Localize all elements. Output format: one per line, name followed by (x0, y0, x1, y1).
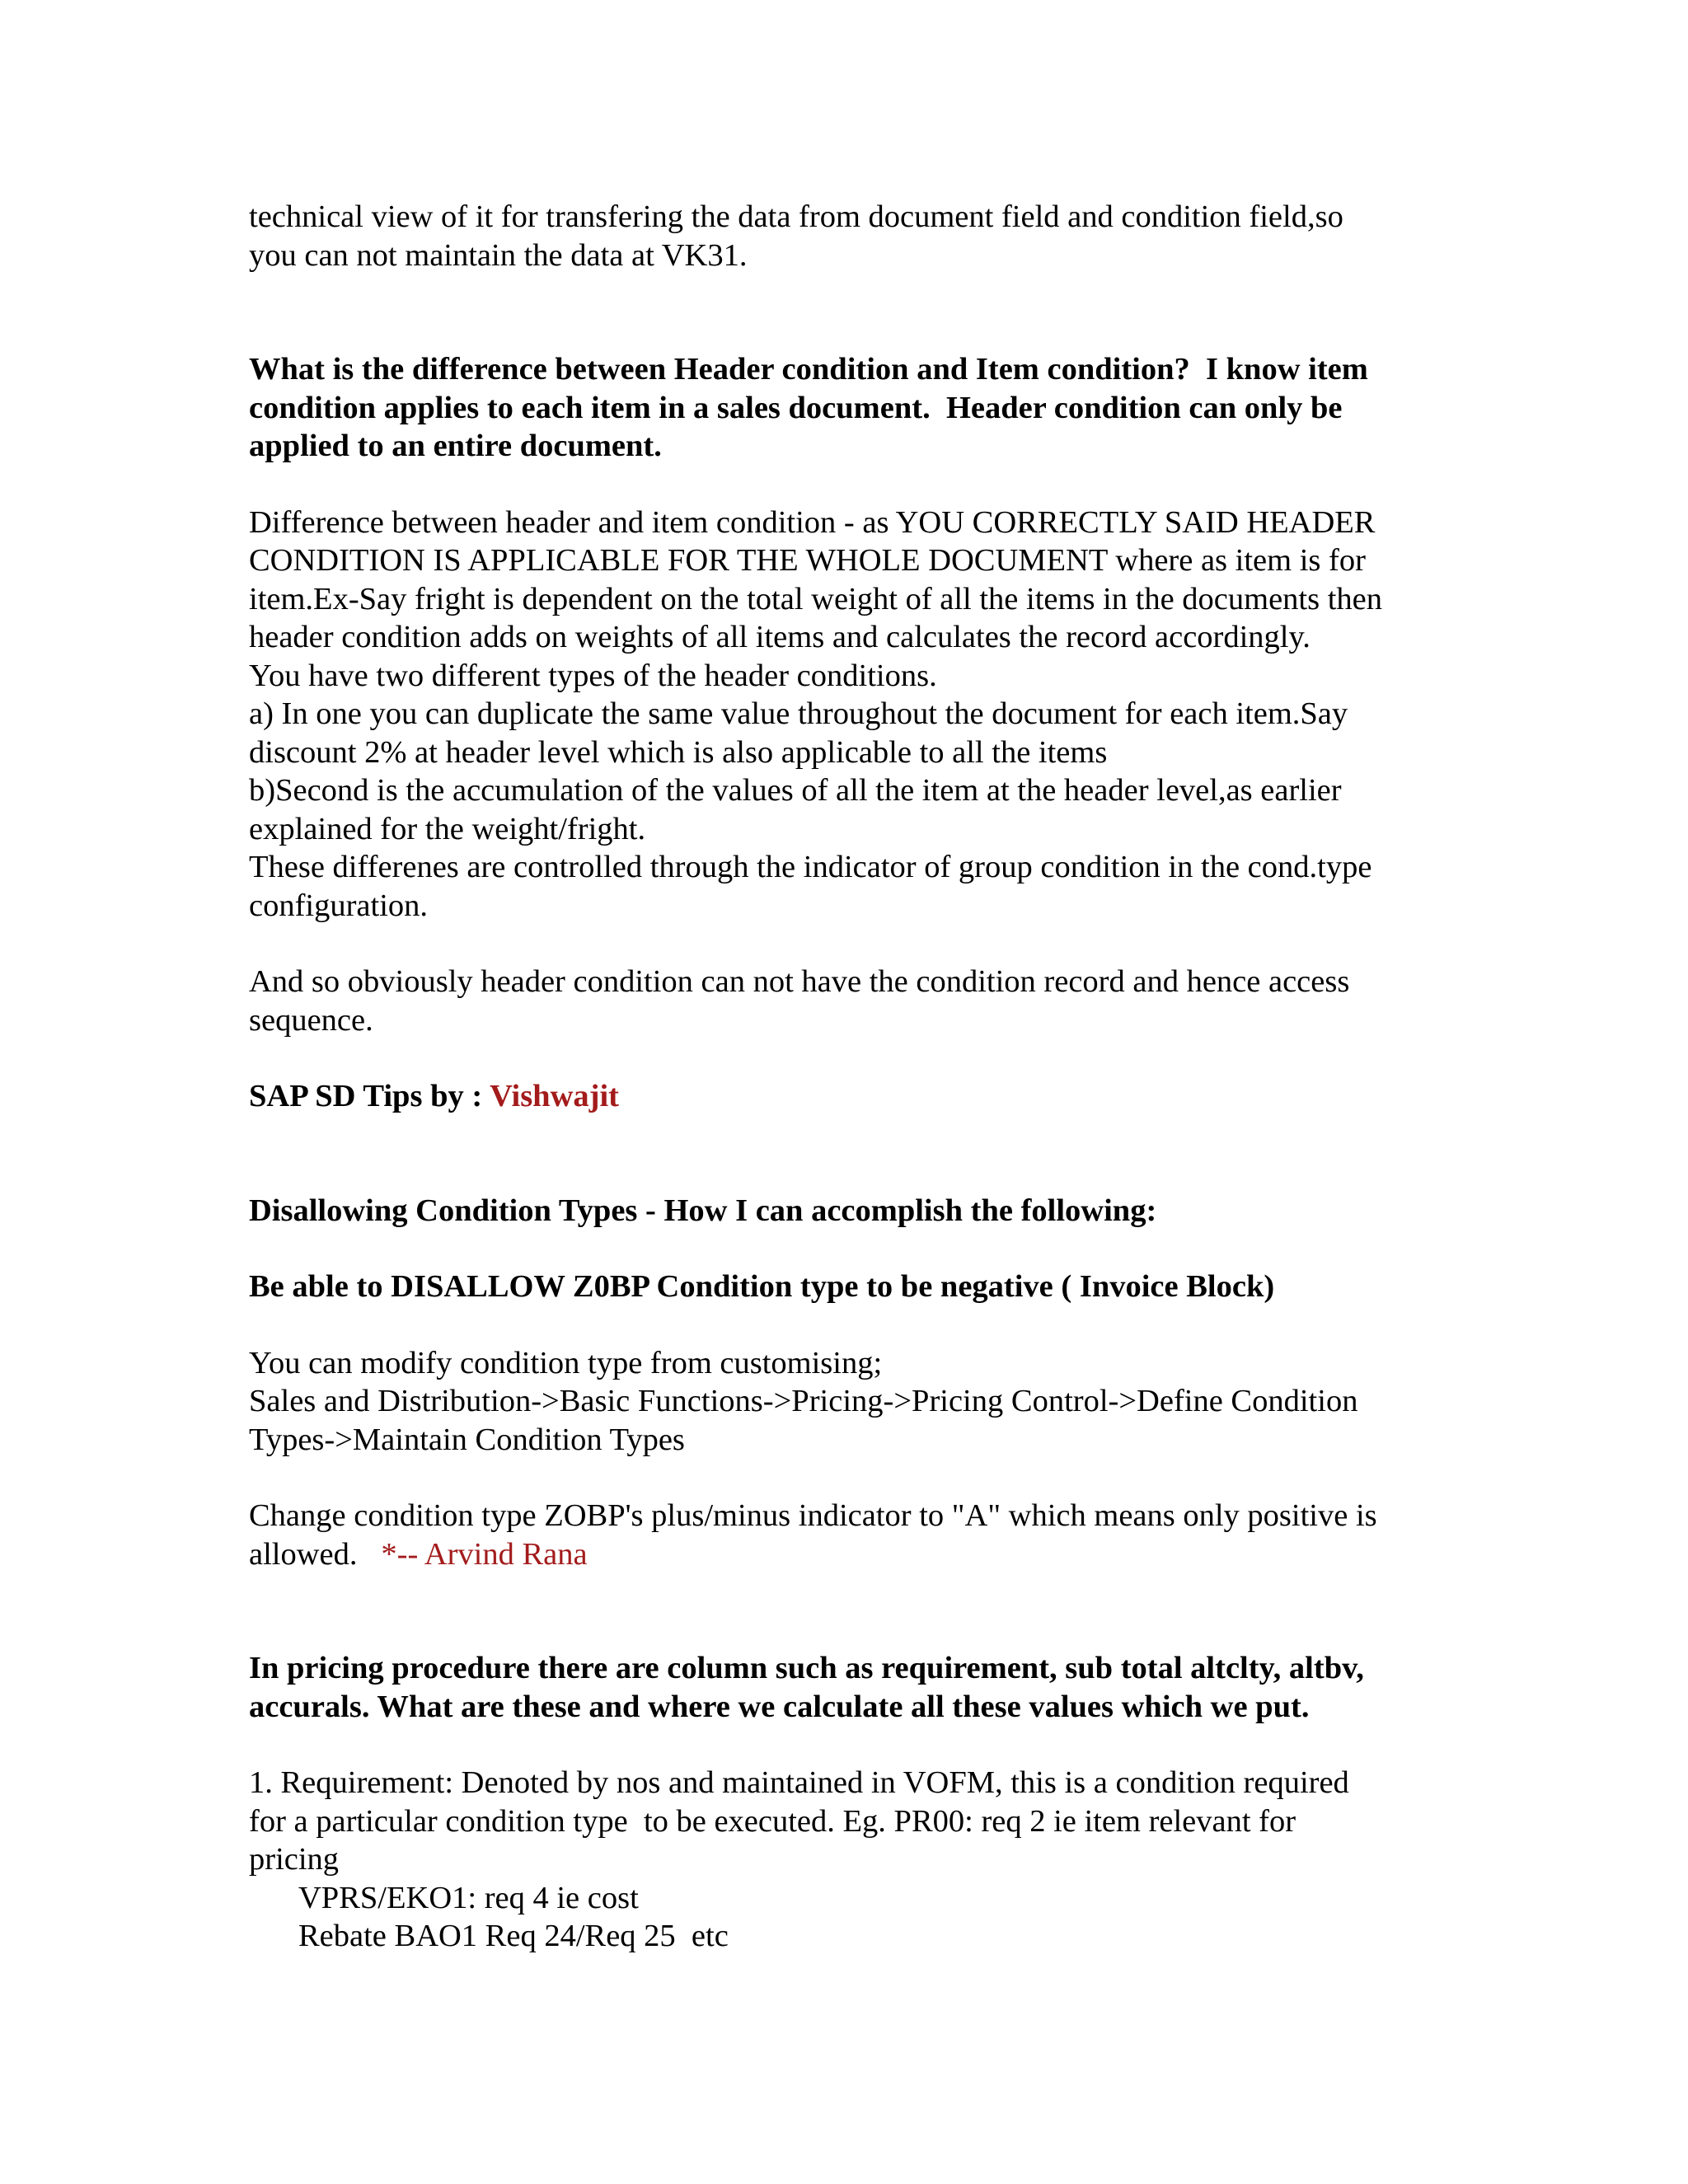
q1-answer-line-9: explained for the weight/fright. (249, 811, 646, 846)
q1-answer-line-5: You have two different types of the header conditions. (249, 658, 937, 693)
q1-answer-line-7: discount 2% at header level which is also applicable to all the items (249, 734, 1108, 770)
q1-answer2-line-2: sequence. (249, 1002, 373, 1038)
q3-indented-line-2: Rebate BAO1 Req 24/Req 25 etc (298, 1919, 729, 1953)
q3-answer-line-3: pricing (249, 1842, 340, 1877)
q2-heading: Disallowing Condition Types - How I can accomplish the following: (249, 1193, 1157, 1228)
q3-answer-line-1: 1. Requirement: Denoted by nos and maintained in VOFM, this is a condition required (249, 1765, 1349, 1800)
intro-line-1: technical view of it for transfering the data from document field and condition field,so (249, 199, 1343, 234)
q2-subheading: Be able to DISALLOW Z0BP Condition type to be negative ( Invoice Block) (249, 1269, 1275, 1304)
credit-author: Vishwajit (490, 1079, 619, 1113)
q2-answer-line-2: Sales and Distribution->Basic Functions->Pricing->Pricing Control->Define Condition (249, 1384, 1358, 1418)
q2-answer-line-3: Types->Maintain Condition Types (249, 1422, 685, 1457)
q1-answer-line-2: CONDITION IS APPLICABLE FOR THE WHOLE DOCUMENT where as item is for (249, 543, 1366, 578)
q1-answer-line-11: configuration. (249, 888, 429, 923)
q1-question-line-3: applied to an entire document. (249, 429, 662, 463)
q1-answer-line-3: item.Ex-Say fright is dependent on the total weight of all the items in the documents then (249, 581, 1383, 616)
q1-answer-line-1: Difference between header and item condition - as YOU CORRECTLY SAID HEADER (249, 504, 1376, 540)
q2-answer-line-1: You can modify condition type from customising; (249, 1345, 883, 1380)
q3-answer-line-2: for a particular condition type to be executed. Eg. PR00: req 2 ie item relevant for (249, 1803, 1296, 1839)
credit-label: SAP SD Tips by : (249, 1079, 490, 1113)
q3-question-line-1: In pricing procedure there are column such as requirement, sub total altclty, altbv, (249, 1651, 1364, 1685)
q3-question-line-2: accurals. What are these and where we calculate all these values which we put. (249, 1689, 1310, 1724)
q3-indented-line-1: VPRS/EKO1: req 4 ie cost (298, 1880, 639, 1915)
q1-answer2-line-1: And so obviously header condition can not have the condition record and hence access (249, 964, 1350, 999)
q1-question-line-2: condition applies to each item in a sales document. Header condition can only be (249, 390, 1343, 425)
intro-line-2: you can not maintain the data at VK31. (249, 237, 748, 273)
q2-credit-author: *-- Arvind Rana (381, 1536, 588, 1572)
q1-answer-line-4: header condition adds on weights of all items and calculates the record accordingly. (249, 620, 1311, 654)
q1-credit (249, 1077, 1452, 1116)
q1-answer-line-6: a) In one you can duplicate the same value throughout the document for each item.Say (249, 696, 1348, 731)
q2-answer2-text: allowed. (249, 1536, 382, 1572)
q2-answer2-line-2 (249, 1535, 1452, 1574)
q1-answer-line-10: These differenes are controlled through the indicator of group condition in the cond.type (249, 850, 1372, 884)
q2-answer2-line-1: Change condition type ZOBP's plus/minus indicator to "A" which means only positive is (249, 1498, 1377, 1533)
document-page (249, 198, 1452, 1956)
q1-answer-line-8: b)Second is the accumulation of the values of all the item at the header level,as earlier (249, 773, 1342, 808)
q1-question-line-1: What is the difference between Header condition and Item condition? I know item (249, 352, 1368, 387)
